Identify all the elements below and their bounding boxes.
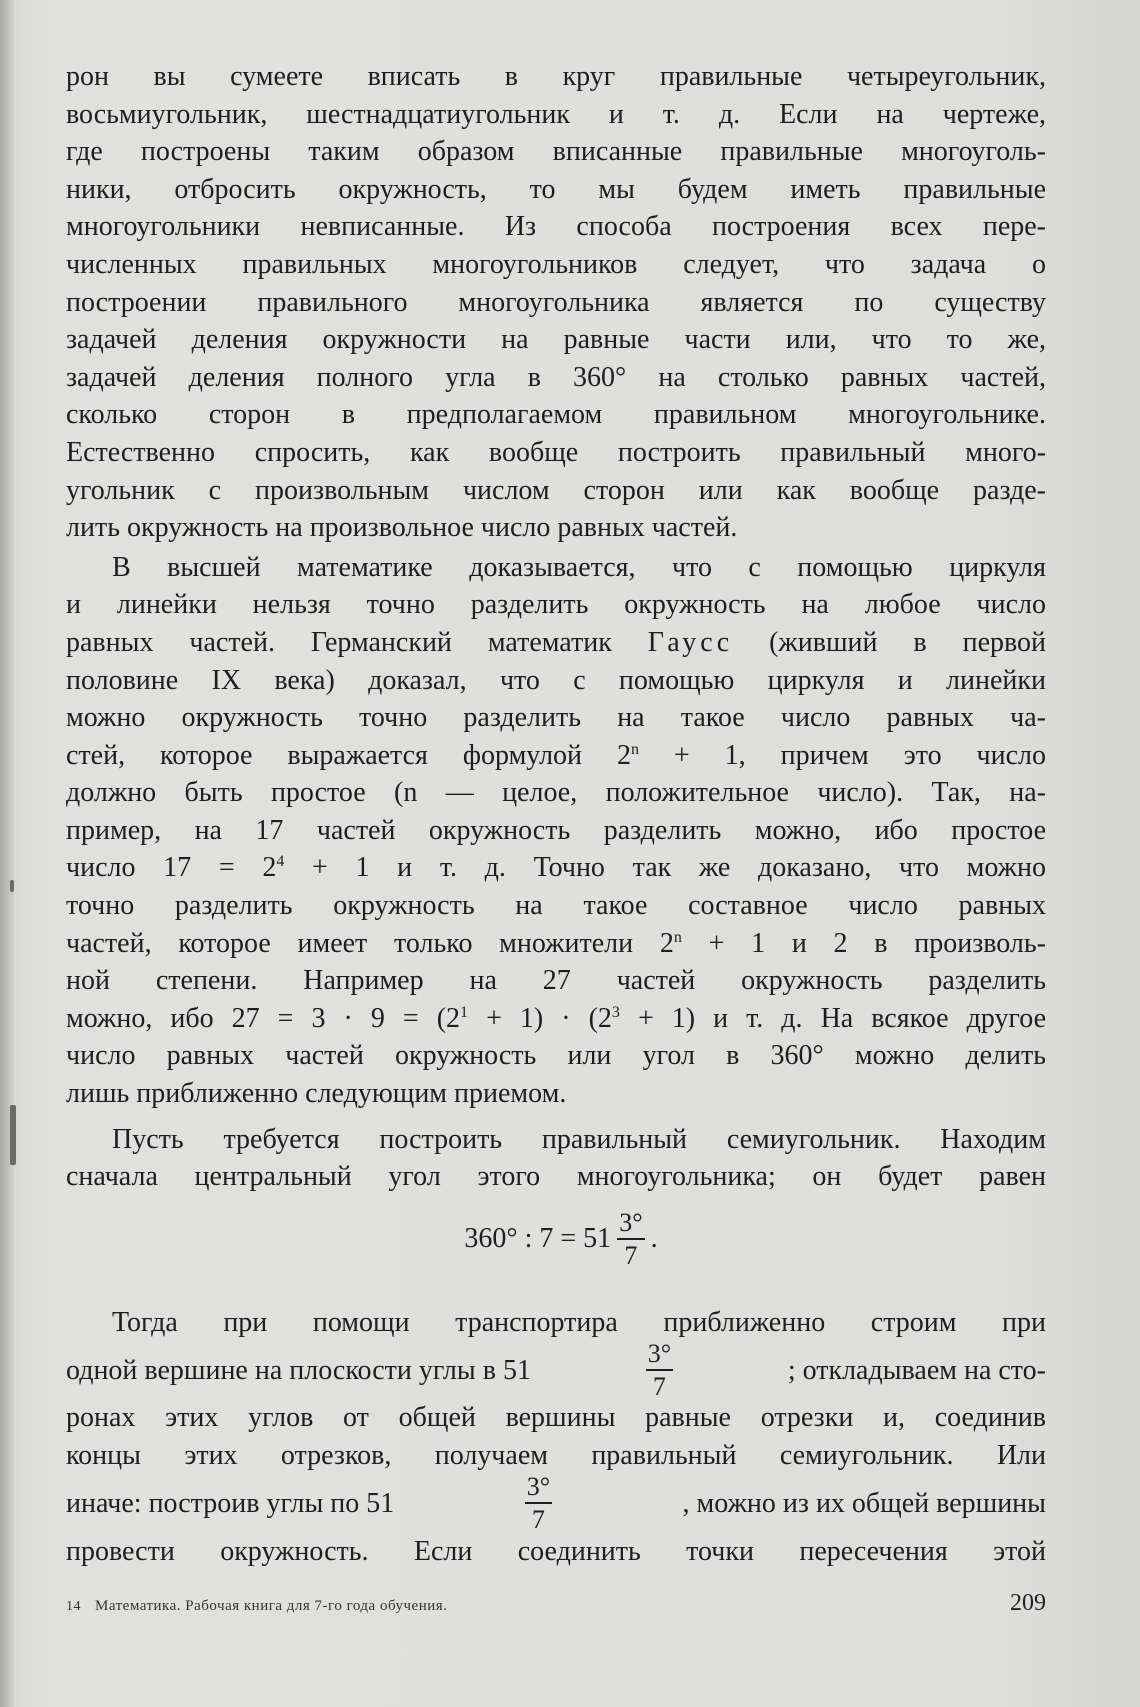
text-line: ной степени. Например на 27 частей окружность разделить [66, 965, 1046, 997]
text-fragment: ; откладываем на сто- [787, 1354, 1046, 1386]
text-fragment: + 1, причем это число [673, 739, 1046, 771]
superscript: 1 [460, 1003, 469, 1021]
fraction-numerator: 3° [525, 1474, 552, 1504]
paragraph-2 [66, 549, 1046, 1113]
fraction [617, 1207, 644, 1270]
text-line: и линейки нельзя точно разделить окружность на любое число [66, 589, 1046, 621]
text-fragment: + 1 и т. д. Точно так же доказано, что можно [312, 852, 1047, 884]
fraction [525, 1474, 552, 1533]
text-line: построении правильного многоугольника является по существу [66, 286, 1046, 318]
text-line: задачей деления полного угла в 360° на столько равных частей, [66, 361, 1046, 393]
formula-tail: . [650, 1223, 658, 1255]
text-line: провести окружность. Если соединить точки пересечения этой [66, 1535, 1046, 1567]
text-line [66, 925, 1046, 963]
fraction-numerator: 3° [617, 1210, 644, 1240]
text-line: сначала центральный угол этого многоугольника; он будет равен [66, 1161, 1046, 1193]
page-footer [66, 1590, 1046, 1617]
spine-shadow [0, 0, 14, 1707]
text-line: половине IX века) доказал, что с помощью циркуля и линейки [66, 664, 1046, 696]
signature-text: Математика. Рабочая книга для 7-го года обучения. [95, 1598, 448, 1614]
text-line: пример, на 17 частей окружность разделить можно, ибо простое [66, 814, 1046, 846]
text-line: В высшей математике доказывается, что с помощью циркуля [112, 551, 1046, 583]
text-fragment: + 1) и т. д. На всякое другое [637, 1002, 1047, 1034]
text-fragment: , можно из их общей вершины [682, 1487, 1046, 1519]
binding-mark [10, 880, 14, 892]
fraction-denominator: 7 [624, 1240, 638, 1270]
text-fragment: число 17 = 2 [66, 852, 277, 884]
superscript: 4 [276, 853, 285, 871]
superscript: n [630, 740, 639, 758]
text-line [66, 737, 1046, 775]
text-line-with-fraction [66, 1472, 1046, 1535]
text-line: ронах этих углов от общей вершины равные отрезки и, соединив [66, 1402, 1046, 1434]
text-line: ники, отбросить окружность, то мы будем иметь правильные [66, 173, 1046, 205]
text-line: угольник с произвольным числом сторон или как вообще разде- [66, 474, 1046, 506]
text-fragment: иначе: построив углы по 51 [66, 1487, 395, 1519]
text-line: Пусть требуется построить правильный семиугольник. Находим [112, 1123, 1046, 1155]
formula-lhs: 360° : 7 = 51 [464, 1223, 612, 1255]
text-line: задачей деления окружности на равные части или, что то же, [66, 324, 1046, 356]
text-fragment: одной вершине на плоскости углы в 51 [66, 1354, 531, 1386]
text-line: можно окружность точно разделить на такое число равных ча- [66, 702, 1046, 734]
text-line: лишь приближенно следующим приемом. [66, 1078, 567, 1110]
text-line-with-fraction [66, 1338, 1046, 1401]
text-line: многоугольники невписанные. Из способа построения всех пере- [66, 211, 1046, 243]
text-line: число равных частей окружность или угол в 360° можно делить [66, 1040, 1046, 1072]
page-number: 209 [1010, 1590, 1046, 1616]
text-line: Естественно спросить, как вообще построить правильный много- [66, 436, 1046, 468]
text-line [66, 1000, 1046, 1038]
text-line: лить окружность на произвольное число равных частей. [66, 512, 738, 544]
fraction-denominator: 7 [652, 1371, 666, 1401]
text-fragment: равных частей. Германский математик [66, 626, 612, 658]
text-line: Тогда при помощи транспортира приближенно строим при [112, 1306, 1046, 1338]
paragraph-3 [66, 1121, 1046, 1196]
text-line: точно разделить окружность на такое составное число равных [66, 890, 1046, 922]
binding-mark [10, 1105, 16, 1165]
text-fragment [66, 1338, 1046, 1401]
paragraph-4 [66, 1304, 1046, 1570]
fraction-denominator: 7 [531, 1505, 545, 1535]
text-fragment: + 1) · (2 [486, 1002, 612, 1034]
page-text [66, 58, 1046, 1570]
text-fragment: + 1 и 2 в произволь- [708, 927, 1046, 959]
central-angle-formula [66, 1207, 1046, 1286]
text-line: где построены таким образом вписанные правильные многоуголь- [66, 136, 1046, 168]
superscript: 3 [611, 1003, 620, 1021]
text-fragment: частей, которое имеет только множители 2 [66, 927, 674, 959]
spaced-name: Гаусс [647, 626, 734, 658]
paragraph-1 [66, 58, 1046, 547]
printer-signature [66, 1598, 447, 1615]
text-line: восьмиугольник, шестнадцатиугольник и т. д. Если на чертеже, [66, 98, 1046, 130]
text-fragment: (живший в первой [769, 626, 1047, 658]
formula-body [454, 1207, 658, 1270]
text-fragment: можно, ибо 27 = 3 · 9 = (2 [66, 1002, 461, 1034]
text-line: концы этих отрезков, получаем правильный семиугольник. Или [66, 1440, 1046, 1471]
signature-number: 14 [66, 1599, 81, 1614]
text-line [66, 849, 1046, 887]
text-line: сколько сторон в предполагаемом правильном многоугольнике. [66, 399, 1046, 431]
text-line: численных правильных многоугольников следует, что задача о [66, 248, 1046, 280]
text-fragment [66, 1474, 1046, 1533]
text-fragment: стей, которое выражается формулой 2 [66, 739, 631, 771]
text-line: должно быть простое (n — целое, положительное число). Так, на- [66, 777, 1046, 809]
fraction [646, 1338, 673, 1401]
superscript: n [673, 928, 682, 946]
fraction-numerator: 3° [646, 1341, 673, 1371]
text-line: рон вы сумеете вписать в круг правильные четыреугольник, [66, 61, 1046, 92]
text-line [66, 624, 1046, 662]
